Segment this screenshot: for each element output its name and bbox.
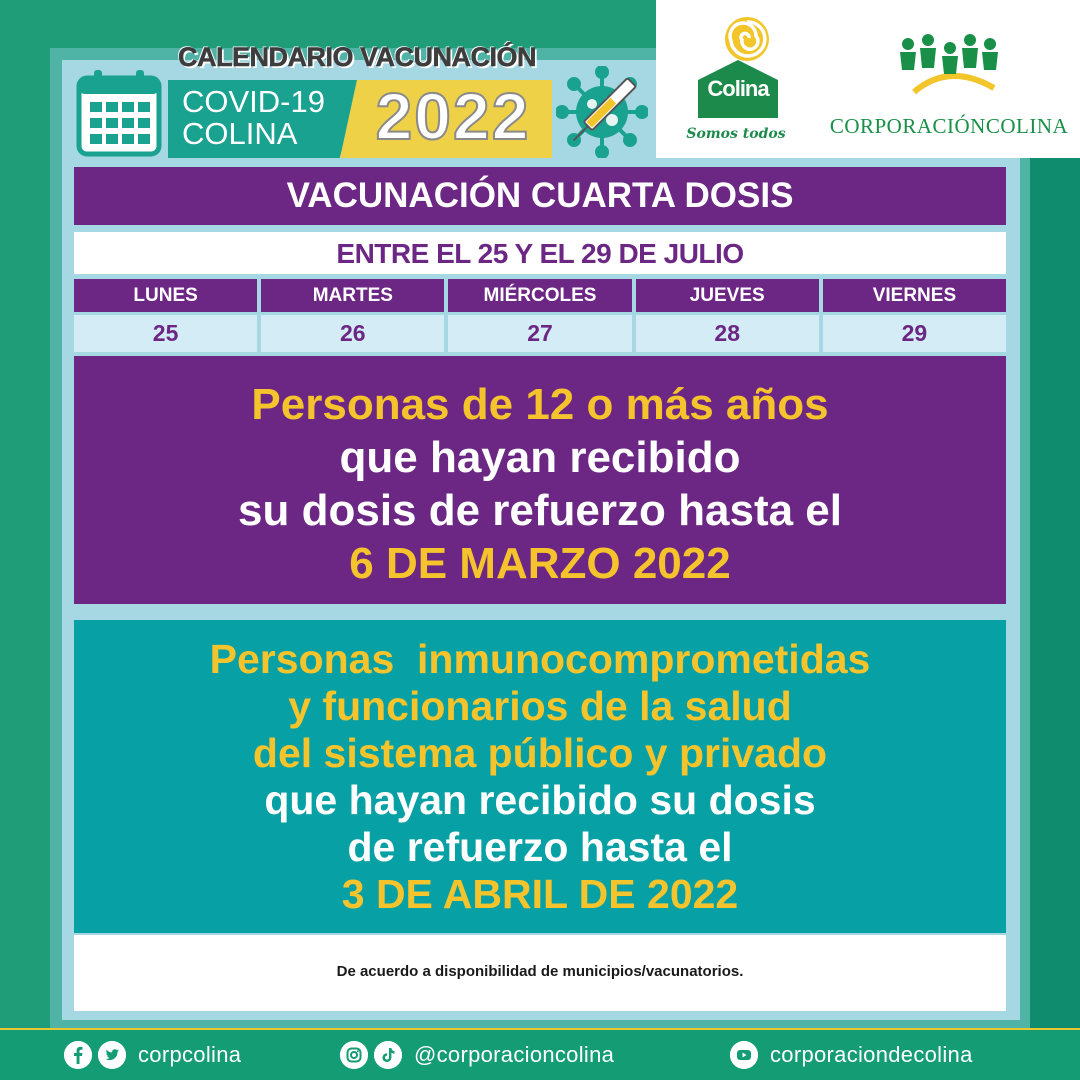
group1-line1: Personas de 12 o más años (251, 380, 829, 429)
group2-line5: de refuerzo hasta el (347, 824, 733, 870)
note-box (74, 935, 1006, 1011)
day-number-monday: 25 (74, 315, 257, 352)
handle-corporaciondecolina[interactable]: corporaciondecolina (770, 1042, 973, 1067)
social-footer (0, 1028, 1080, 1080)
weekday-tuesday: MARTES (261, 279, 444, 312)
calendar-icon (76, 68, 162, 158)
group2-text (74, 636, 1006, 918)
facebook-icon[interactable] (64, 1041, 92, 1069)
background-right-band (1030, 150, 1080, 1030)
group2-line2: y funcionarios de la salud (288, 683, 792, 729)
group1-box (74, 356, 1006, 604)
handle-corporacioncolina[interactable]: @corporacioncolina (414, 1042, 615, 1067)
group1-line2: que hayan recibido (339, 433, 741, 482)
weekday-thursday: JUEVES (636, 279, 819, 312)
twitter-icon[interactable] (98, 1041, 126, 1069)
day-number-wednesday: 27 (448, 315, 631, 352)
youtube-icon[interactable] (730, 1041, 758, 1069)
group1-deadline: 6 DE MARZO 2022 (349, 539, 731, 588)
weekday-monday: LUNES (74, 279, 257, 312)
weekday-wednesday: MIÉRCOLES (448, 279, 631, 312)
day-number-friday: 29 (823, 315, 1006, 352)
year-label: 2022 (375, 79, 531, 153)
day-number-row (74, 315, 1006, 352)
calendar-title: CALENDARIO VACUNACIÓN (178, 42, 536, 72)
colina-logo (686, 14, 786, 154)
group1-text (74, 378, 1006, 590)
people-group-icon (894, 30, 1004, 100)
instagram-icon[interactable] (340, 1041, 368, 1069)
virus-icon (556, 66, 648, 158)
weekday-header-row (74, 279, 1006, 312)
group2-deadline: 3 DE ABRIL DE 2022 (341, 871, 739, 917)
colina-house-text: Colina (707, 76, 769, 101)
group2-line3: del sistema público y privado (252, 730, 828, 776)
social-group-corpcolina[interactable] (64, 1040, 241, 1070)
colina-label: COLINA (182, 116, 298, 151)
group2-line4: que hayan recibido su dosis (264, 777, 816, 823)
social-group-corporacioncolina[interactable] (340, 1040, 614, 1070)
group1-line3: su dosis de refuerzo hasta el (238, 486, 842, 535)
group2-line1: Personas inmunocomprometidas (209, 636, 871, 682)
logo-panel (656, 0, 1080, 158)
day-number-thursday: 28 (636, 315, 819, 352)
corporacion-logo (824, 30, 1074, 140)
handle-corpcolina[interactable]: corpcolina (138, 1042, 242, 1067)
group2-box (74, 620, 1006, 933)
availability-note: De acuerdo a disponibilidad de municipios/vacunatorios. (336, 963, 744, 980)
covid-label: COVID-19 (182, 84, 325, 119)
date-range: ENTRE EL 25 Y EL 29 DE JULIO (74, 232, 1006, 274)
weekday-friday: VIERNES (823, 279, 1006, 312)
tiktok-icon[interactable] (374, 1041, 402, 1069)
corporacion-name: CORPORACIÓNCOLINA (829, 114, 1069, 138)
social-group-corporaciondecolina[interactable] (730, 1040, 973, 1070)
day-number-tuesday: 26 (261, 315, 444, 352)
colina-tagline: Somos todos (686, 126, 786, 142)
main-title: VACUNACIÓN CUARTA DOSIS (74, 167, 1006, 225)
sun-swirl-icon (722, 14, 772, 64)
